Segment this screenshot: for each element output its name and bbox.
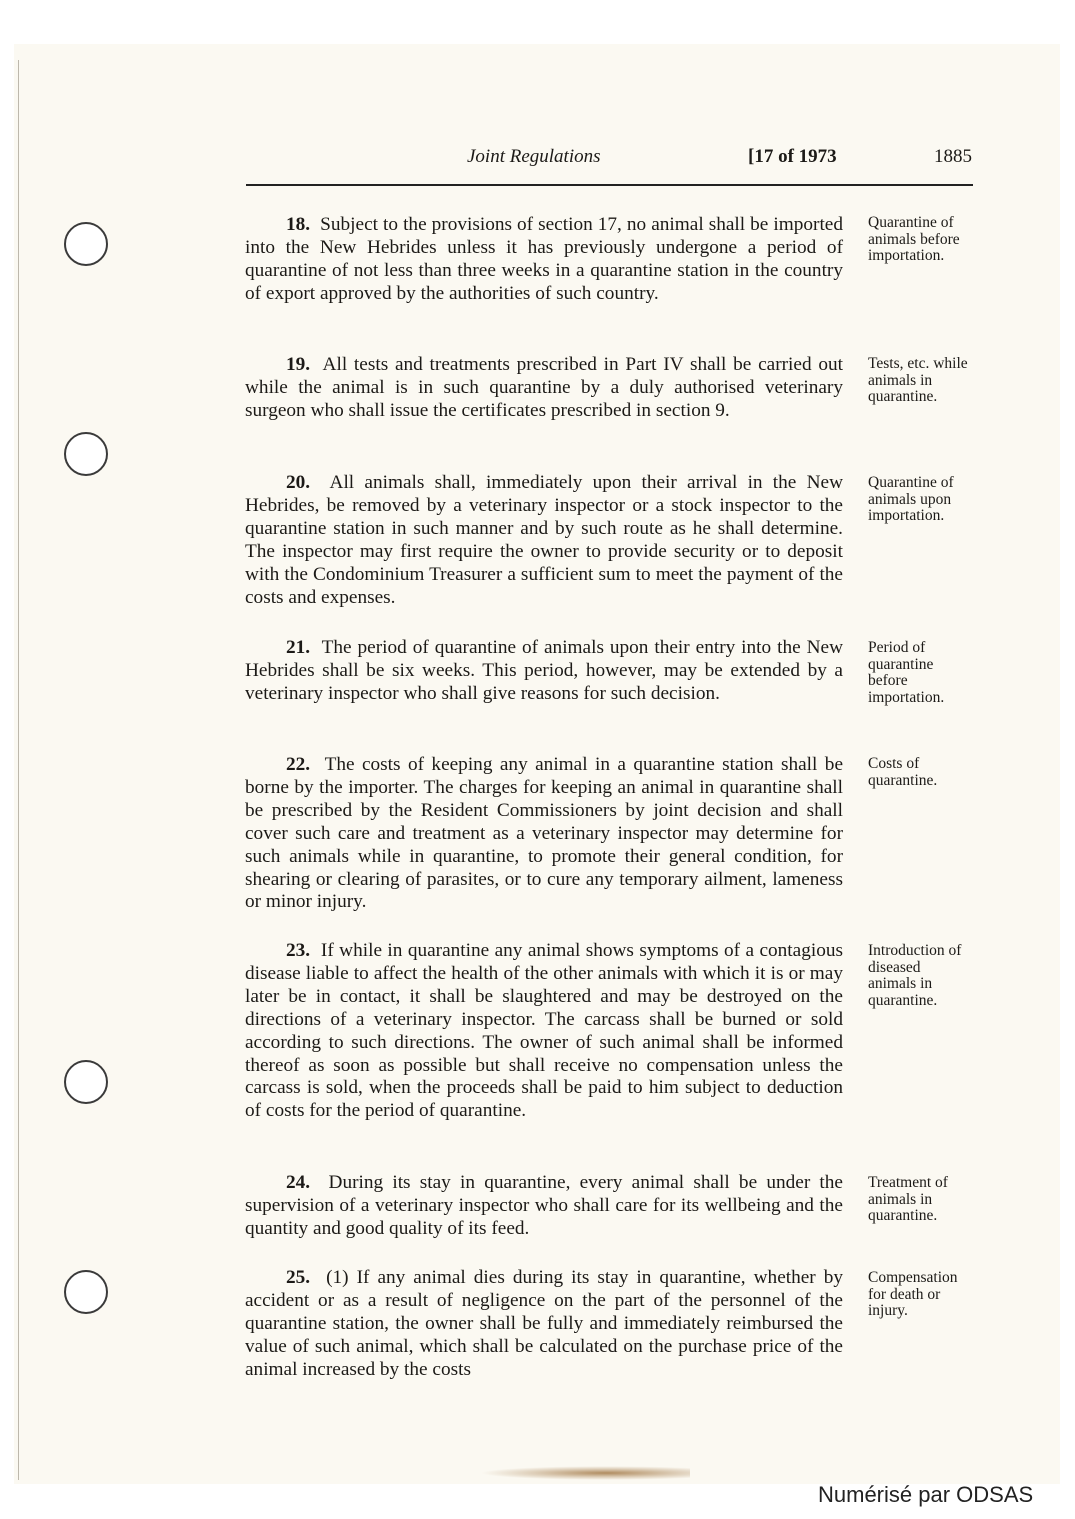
section-number: 22.: [286, 754, 311, 775]
punch-hole-4: [64, 1270, 108, 1314]
page-edge-shadow: [18, 60, 19, 1480]
section-number: 24.: [286, 1172, 311, 1193]
section-25: [245, 1267, 843, 1382]
digitization-credit: Numérisé par ODSAS: [818, 1482, 1034, 1507]
section-paragraph: [245, 354, 843, 423]
section-text: Subject to the provisions of section 17, no animal shall be imported into the New Hebrides unless it has previously undergone a period of quarantine of not less than three weeks in a quarantine station in the country of export approved by the authorities of such country.: [245, 214, 843, 304]
margin-note-22: Costs of quarantine.: [868, 755, 938, 789]
section-paragraph: [245, 1267, 843, 1382]
margin-note-25: Compensation for death or injury.: [868, 1269, 958, 1319]
section-number: 25.: [286, 1267, 311, 1288]
section-18: [245, 214, 843, 306]
punch-hole-2: [64, 432, 108, 476]
section-paragraph: [245, 754, 843, 914]
section-number: 20.: [286, 472, 311, 493]
paper-stain: [480, 1466, 690, 1480]
section-paragraph: [245, 214, 843, 306]
section-text: (1) If any animal dies during its stay in quarantine, whether by accident or as a result of negligence on the part of the personnel of the quarantine station, the owner shall be fully and immediately reimbursed the value of such animal, which shall be calculated on the purchase price of the animal increased by the costs: [245, 1267, 844, 1380]
page-number: 1885: [934, 146, 972, 167]
punch-hole-3: [64, 1060, 108, 1104]
section-paragraph: [245, 940, 843, 1123]
section-19: [245, 354, 843, 423]
section-number: 19.: [286, 354, 311, 375]
section-paragraph: [245, 1172, 843, 1241]
header-rule: [246, 184, 973, 186]
section-text: The period of quarantine of animals upon their entry into the New Hebrides shall be six weeks. This period, however, may be extended by a veterinary inspector who shall give reasons for such decision.: [245, 637, 843, 704]
header-title: Joint Regulations: [467, 146, 601, 167]
section-text: All tests and treatments prescribed in Part IV shall be carried out while the animal is in such quarantine by a duly authorised veterinary surgeon who shall issue the certificates prescribed in section 9.: [245, 354, 843, 421]
section-text: All animals shall, immediately upon their arrival in the New Hebrides, be removed by a veterinary inspector or a stock inspector to the quarantine station in such manner and by such route as he shall determine. The inspector may first require the owner to provide security or to deposit with the Condominium Treasurer a sufficient sum to meet the payment of the costs and expenses.: [245, 472, 843, 608]
section-paragraph: [245, 472, 843, 609]
section-number: 21.: [286, 637, 311, 658]
section-text: During its stay in quarantine, every animal shall be under the supervision of a veterinary inspector who shall care for its wellbeing and the quantity and good quality of its feed.: [245, 1172, 843, 1239]
margin-note-21: Period of quarantine before importation.: [868, 639, 945, 706]
running-header: [246, 146, 972, 172]
header-act-reference: [17 of 1973: [748, 146, 837, 167]
section-22: [245, 754, 843, 914]
margin-note-24: Treatment of animals in quarantine.: [868, 1174, 948, 1224]
margin-note-19: Tests, etc. while animals in quarantine.: [868, 355, 968, 405]
section-20: [245, 472, 843, 609]
section-text: The costs of keeping any animal in a quarantine station shall be borne by the importer. The charges for keeping an animal in quarantine shall be prescribed by the Resident Commissioners by joint decision and shall cover such care and treatment as a veterinary inspector may determine for such animals while in quarantine, to promote their general condition, for shearing or clearing of parasites, or to cure any temporary ailment, lameness or minor injury.: [245, 754, 844, 913]
section-21: [245, 637, 843, 706]
section-paragraph: [245, 637, 843, 706]
section-number: 18.: [286, 214, 311, 235]
margin-note-18: Quarantine of animals before importation.: [868, 214, 960, 264]
punch-hole-1: [64, 222, 108, 266]
section-text: If while in quarantine any animal shows symptoms of a contagious disease liable to affect the health of the other animals with which it is or may later be in contact, it shall be slaughtered and may be destroyed on the directions of a veterinary inspector. The carcass shall be burned or sold according to such directions. The owner of such animal shall be informed thereof as soon as possible but shall receive no compensation unless the carcass is sold, when the proceeds shall be paid to him subject to deduction of costs for the period of quarantine.: [245, 940, 843, 1122]
margin-note-20: Quarantine of animals upon importation.: [868, 474, 954, 524]
section-24: [245, 1172, 843, 1241]
section-23: [245, 940, 843, 1123]
margin-note-23: Introduction of diseased animals in quarantine.: [868, 942, 962, 1009]
section-number: 23.: [286, 940, 311, 961]
